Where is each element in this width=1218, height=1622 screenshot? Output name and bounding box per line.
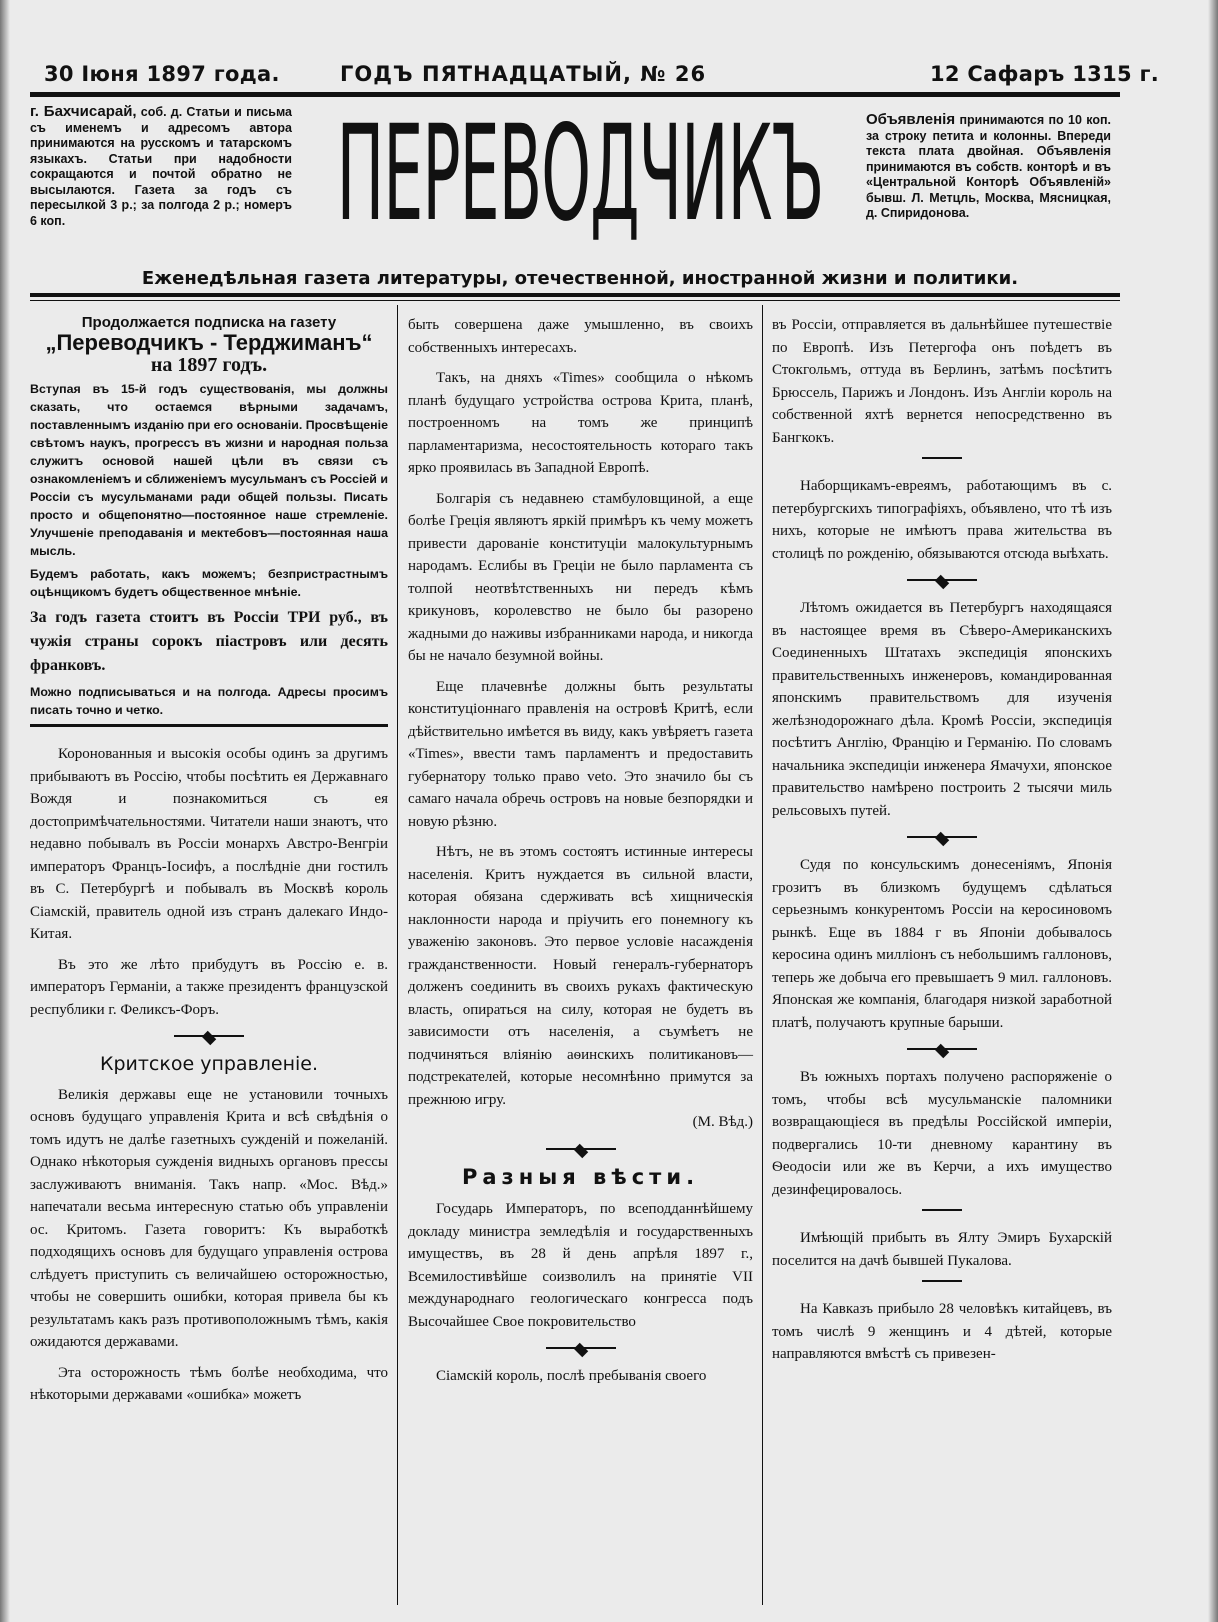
right-column	[772, 314, 1112, 1374]
newspaper-subtitle: Еженедѣльная газета литературы, отечественной, иностранной жизни и политики.	[141, 268, 1019, 289]
advertising-info	[866, 112, 1111, 222]
article-paragraph: Такъ, на дняхъ «Times» сообщила о нѣкомъ планѣ будущаго устройства острова Крита, планѣ, построенномъ на томъ же принципѣ парламентаризма, несостоятельность котораго такъ ярко проявилась въ Западной Европѣ.	[408, 370, 753, 476]
subscription-title: „Переводчикъ - Терджиманъ“	[45, 330, 373, 355]
masthead-rule	[30, 293, 1120, 297]
news-item: Судя по консульскимъ донесеніямъ, Японія грозитъ въ близкомъ будущемъ сдѣлаться серьезнымъ конкурентомъ Россіи на керосиновомъ рынкѣ. Еще въ 1884 г въ Японіи добывалось керосина одинъ милліонъ съ небольшимъ галлоновъ, теперь же добыча его превышаетъ 9 мил. галлоновъ. Японская же компанія, благодаря низкой заработной платѣ, получаютъ крупные барыши.	[772, 857, 1112, 1031]
news-item: На Кавказъ прибыло 28 человѣкъ китайцевъ, въ томъ числѣ 9 женщинъ и 4 дѣтей, которые направляются вмѣстѣ съ привезен-	[772, 1301, 1112, 1362]
article-paragraph: Великія державы еще не установили точныхъ основъ будущаго управленія Крита и всѣ свѣдѣнія о томъ идутъ не далѣе газетныхъ сужденій и пожеланій. Однако нѣкоторыя сужденія видныхъ органовъ прессы заслуживаютъ вниманія. Такъ напр. «Мос. Вѣд.» напечатали весьма интересную статью объ управленіи ос. Критомъ. Газета говоритъ: Къ выработкѣ подходящихъ основъ для будущаго управленія острова слѣдуетъ приступить съ величайшею осторожностью, чтобы не совершить ошибки, которая привела бы къ результатамъ какъ разъ противоположнымъ тѣмъ, какія ожидаются державами.	[30, 1086, 388, 1350]
article-paragraph: Въ это же лѣто прибудутъ въ Россію е. в. императоръ Германіи, а также президентъ французской республики г. Феликсъ-Форъ.	[30, 956, 388, 1018]
ornament-divider	[408, 1341, 753, 1355]
section-rule	[30, 724, 388, 727]
news-item: Лѣтомъ ожидается въ Петербургъ находящаяся въ настоящее время въ Сѣверо-Американскихъ Соединенныхъ Штатахъ экспедиція японскихъ правительственныхъ инженеровъ, командированная японскимъ правительствомъ для изученія желѣзнодорожнаго дѣла. Кромѣ Россіи, экспедиція посѣтитъ Англію, Францію и Германію. По словамъ начальника экспедиціи инженера Ямачухи, японское правительство намѣрено построить 2 тысячи миль рельсовыхъ путей.	[772, 600, 1112, 819]
news-item: Сіамскій король, послѣ пребыванія своего	[436, 1368, 707, 1384]
editorial-text: соб. д. Статьи и письма съ именемъ и адресомъ автора принимаются на русскомъ и татарскомъ языкахъ. Статьи при надобности сокращаются и почтой обратно не высылаются. Газета за годъ съ пересылкой 3 р.; за полгода 2 р.; номеръ 6 коп.	[30, 105, 292, 228]
issue-date: 30 Іюня 1897 года.	[44, 62, 280, 86]
subscription-price: За годъ газета стоитъ въ Россіи ТРИ руб., въ чужія страны сорокъ піастровъ или десять франковъ.	[30, 609, 388, 674]
article-paragraph: Эта осторожность тѣмъ болѣе необходима, что нѣкоторыми державами «ошибка» можетъ	[30, 1364, 388, 1403]
subscription-p4: Можно подписываться и на полгода. Адресы просимъ писать точно и четко.	[30, 685, 388, 717]
newspaper-title: ПЕРЕВОДЧИКЪ	[336, 97, 824, 251]
short-divider	[922, 1280, 962, 1282]
city: г. Бахчисарай,	[30, 103, 137, 120]
subscription-line1: Продолжается подписка на газету	[81, 314, 337, 331]
news-item: Наборщикамъ-евреямъ, работающимъ въ с. петербургскихъ типографіяхъ, объявлено, что тѣ изъ нихъ, которые не имѣютъ права жительства въ столицѣ по рожденію, обязываются отсюда выѣхать.	[772, 478, 1112, 562]
news-item: Государь Императоръ, по всеподданнѣйшему докладу министра земледѣлія и государственныхъ имуществъ, въ 28 й день апрѣля 1897 г., Всемилостивѣйше соизволилъ на принятіе VII международнаго геологическаго конгресса подъ Высочайшее Свое покровительство	[408, 1201, 753, 1330]
ornament-divider	[772, 573, 1112, 587]
news-heading: Разныя вѣсти.	[461, 1164, 700, 1189]
article-paragraph: Болгарія съ недавнею стамбуловщиной, а еще болѣе Греція являютъ яркій примѣръ къ чему можетъ привести дарованіе конституціи малокультурнымъ народамъ. Еслибы въ Греціи не было парламента съ толпой неотвѣтственныхъ ни передъ кѣмъ крикуновъ, королевство не было бы разорено жадными до наживы избранниками народа, и никогда бы не начало безумной войны.	[408, 490, 753, 664]
ornament-divider	[30, 1029, 388, 1043]
title-area	[305, 97, 855, 251]
short-divider	[922, 457, 962, 459]
column-rule-2	[762, 305, 763, 1605]
subscription-notice	[30, 314, 388, 719]
ornament-divider	[772, 1042, 1112, 1056]
scan-edge-left	[0, 0, 10, 1622]
news-item: въ Россіи, отправляется въ дальнѣйшее путешествіе по Европѣ. Изъ Петергофа онъ поѣдетъ въ Стокгольмъ, оттуда въ Берлинъ, затѣмъ посѣтитъ Брюссель, Парижъ и Лондонъ. Изъ Англіи король на собственной яхтѣ вернется непосредственно въ Бангкокъ.	[772, 317, 1112, 446]
crete-heading: Критское управленіе.	[99, 1053, 319, 1075]
hijri-date: 12 Сафаръ 1315 г.	[930, 62, 1160, 86]
ornament-divider	[408, 1142, 753, 1156]
ads-text: принимаются по 10 коп. за строку петита и колонны. Впереди текста плата двойная. Объявленія принимаются въ собств. конторѣ и въ «Центральной Конторѣ Объявленій» бывш. Л. Метцль, Москва, Мясницкая, д. Спиридонова.	[866, 113, 1111, 220]
news-item: Въ южныхъ портахъ получено распоряженіе о томъ, чтобы всѣ мусульманскіе паломники возвращающіеся въ предѣлы Россійской имперіи, подвергались 10-ти дневному карантину въ Ѳеодосіи или же въ Керчи, а ихъ имущество дезинфецировалось.	[772, 1069, 1112, 1198]
article-paragraph: быть совершена даже умышленно, въ своихъ собственныхъ интересахъ.	[408, 317, 753, 356]
subscription-p1: Вступая въ 15-й годъ существованія, мы должны сказать, что остаемся вѣрными задачамъ, поставленнымъ изданію при его основаніи. Просвѣщеніе свѣтомъ наукъ, прогрессъ въ жизни и народная польза служитъ основой нашей цѣли въ связи съ ознакомленіемъ и сближеніемъ мусульманъ съ Россіей и Россіи съ мусульманами ради общей пользы. Писать просто и общепонятно—постоянное наше стремленіе. Улучшеніе преподаванія и мектебовъ—постоянная наша мысль.	[30, 382, 388, 558]
editorial-info	[30, 104, 292, 229]
ads-lead: Объявленія	[866, 111, 956, 128]
column-rule-1	[397, 305, 398, 1605]
news-item: Имѣющій прибыть въ Ялту Эмиръ Бухарскій поселится на дачѣ бывшей Пукалова.	[772, 1230, 1112, 1269]
masthead-rule-thin	[30, 300, 1120, 301]
article-paragraph: Еще плачевнѣе должны быть результаты конституціоннаго правленія на островѣ Критѣ, если дѣйствительно имѣется въ виду, какъ увѣряетъ газета «Times», ввести тамъ парламентъ и предоставить губернатору только право veto. Это значило бы съ самаго начала обречь островъ на новые безпорядки и новую рѣзню.	[408, 678, 753, 830]
middle-column	[408, 314, 753, 1396]
article-paragraph: Нѣтъ, не въ этомъ состоятъ истинные интересы населенія. Критъ нуждается въ сильной власти, которая обязана сдерживать всѣ хищническія наклонности народа и пріучить его понемногу къ уваженію законовъ. Это первое условіе насажденія гражданственности. Новый генералъ-губернаторъ долженъ соединить въ своихъ рукахъ фактическую власть, опираться на силу, которая не будетъ въ зависимости отъ населенія, а съумѣетъ не подчиняться вліянію аѳинскихъ политикановъ—подстрекателей, которые несомнѣнно примутся за прежнюю игру.	[408, 844, 753, 1108]
year-issue-number: ГОДЪ ПЯТНАДЦАТЫЙ, № 26	[340, 62, 707, 86]
subscription-year: на 1897 годъ.	[150, 354, 268, 376]
scan-edge-right	[1208, 0, 1218, 1622]
article-paragraph: Коронованныя и высокія особы одинъ за другимъ прибываютъ въ Россію, чтобы посѣтить ея Державнаго Вождя и познакомиться съ ея достопримѣчательностями. Читатели наши знаютъ, что недавно побывалъ въ Россіи монархъ Австро-Венгріи императоръ Францъ-Іосифъ, а послѣдніе дни гостилъ въ С. Петербургѣ и побывалъ въ Москвѣ король Сіамскій, правитель одной изъ странъ далекаго Индо-Китая.	[30, 746, 388, 942]
subscription-p2: Будемъ работать, какъ можемъ; безпристрастнымъ оцѣнщикомъ будетъ общественное мнѣніе.	[30, 567, 388, 599]
ornament-divider	[772, 830, 1112, 844]
article-signature: (М. Вѣд.)	[692, 1114, 753, 1130]
left-column	[30, 314, 388, 1415]
short-divider	[922, 1209, 962, 1211]
